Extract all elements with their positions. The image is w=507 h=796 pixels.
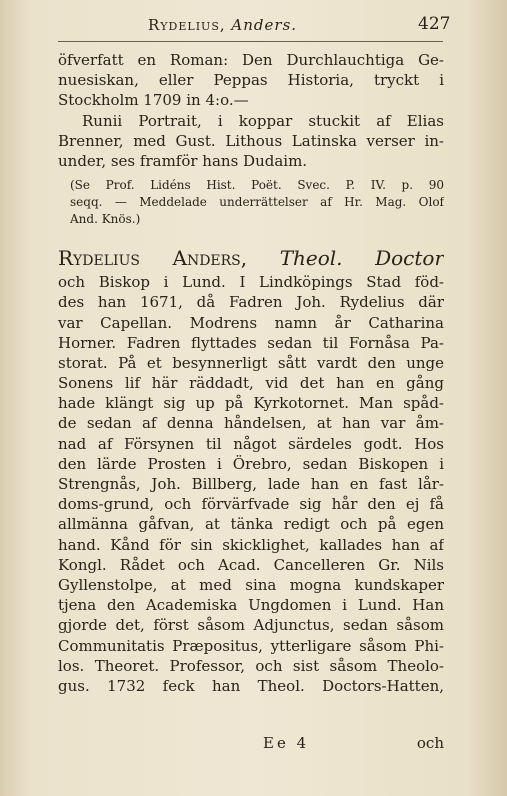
entry-line: doms-grund, och förvärfvade sig hår den ej få [58, 495, 444, 514]
entry-line: nad af Försynen til något särdeles godt. Hos [58, 434, 444, 453]
running-head-separator: , [219, 16, 232, 34]
note-line: And. Knös.) [70, 212, 141, 227]
entry-text [58, 272, 444, 696]
entry-line: gus. 1732 feck han Theol. Doctors-Hatten, [58, 676, 444, 695]
text-line: öfverfatt en Roman: Den Durchlauchtiga Ge- [58, 51, 444, 69]
page-number: 427 [418, 14, 451, 34]
entry-line: den lärde Prosten i Örebro, sedan Biskopen i [58, 454, 444, 473]
note-line: seqq. — Meddelade underrättelser af Hr. Mag. Olof [70, 195, 444, 210]
entry-line: los. Theoret. Professor, och sist såsom Theolo- [58, 656, 444, 675]
page-header [0, 14, 507, 40]
entry-line: och Biskop i Lund. I Lindköpings Stad föd- [58, 273, 444, 292]
page-footer [58, 734, 444, 756]
page-body [58, 50, 444, 696]
text-line: Brenner, med Gust. Lithous Latinska verser in- [58, 131, 444, 150]
entry-line: Communitatis Præpositus, ytterligare såsom Phi- [58, 636, 444, 655]
catchword: och [416, 734, 444, 752]
running-head-forename: Anders. [231, 16, 298, 34]
text-line: Runii Portrait, i koppar stuckit af Elias [82, 111, 444, 130]
entry-line: Gyllenstolpe, at med sina mogna kundskaper [58, 575, 444, 594]
entry-line: Horner. Fadren flyttades sedan til Fornåsa Pa- [58, 333, 444, 352]
entry-title: Theol. Doctor [279, 248, 444, 271]
entry-line: storat. På et besynnerligt sått vardt den unge [58, 353, 444, 372]
entry-line: hand. Kånd för sin skicklighet, kallades han af [58, 535, 444, 554]
text-line: nuesiskan, eller Peppas Historia, tryckt i [58, 71, 444, 90]
entry-line: gjorde det, först såsom Adjunctus, sedan såsom [58, 616, 444, 635]
note-line: (Se Prof. Lidéns Hist. Poët. Svec. P. IV. p. 90 [70, 178, 444, 193]
entry-line: Strengnås, Joh. Billberg, lade han en fast lår- [58, 475, 444, 493]
running-head [148, 16, 297, 34]
entry-line: Kongl. Rådet och Acad. Cancelleren Gr. Nils [58, 555, 444, 574]
entry-line: Sonens lif här räddadt, vid det han en gång [58, 374, 444, 393]
text-line: under, ses framför hans Dudaim. [58, 151, 308, 170]
entry-line: allmänna gåfvan, at tänka redigt och på egen [58, 515, 444, 534]
text-line: Stockholm 1709 in 4:o.— [58, 91, 249, 110]
source-note [58, 177, 444, 228]
header-rule [58, 41, 443, 42]
entry-heading [58, 248, 444, 272]
entry-line: hade klängt sig up på Kyrkotornet. Man spåd- [58, 394, 444, 413]
entry-line: tjena den Academiska Ungdomen i Lund. Han [58, 596, 444, 615]
entry-name: Rydelius Anders, [58, 248, 248, 271]
signature-mark: Ee 4 [263, 734, 310, 752]
entry-line: var Capellan. Modrens namn år Catharina [58, 313, 444, 332]
entry-line: de sedan af denna håndelsen, at han var åm- [58, 414, 444, 433]
running-head-surname: Rydelius [148, 16, 220, 34]
entry-line: des han 1671, då Fadren Joh. Rydelius där [58, 293, 444, 312]
